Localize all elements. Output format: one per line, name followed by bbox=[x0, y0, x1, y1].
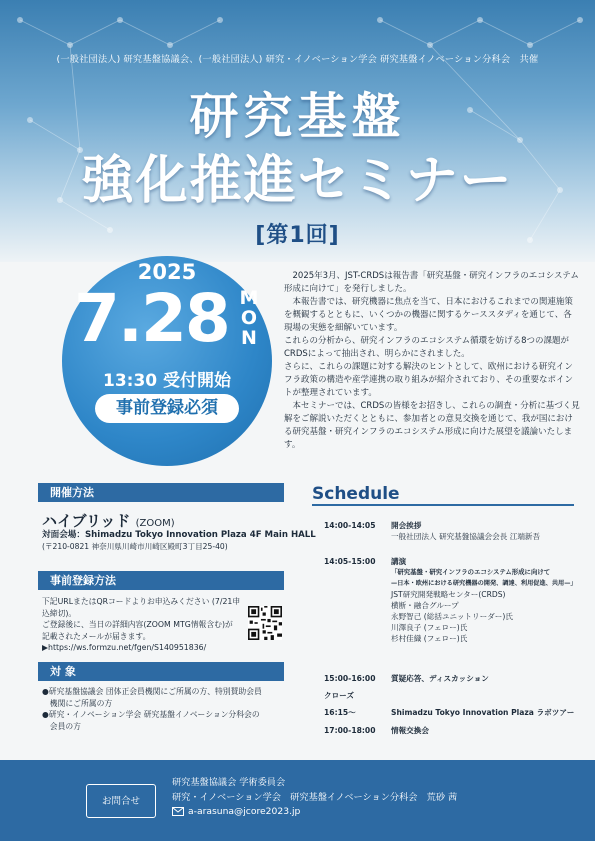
contact-email-row bbox=[172, 805, 457, 820]
schedule-time: 14:05-15:00 bbox=[324, 557, 376, 566]
intro-paragraph: 本セミナーでは、CRDSの皆様をお招きし、これらの調査・分析に基づく見解をご解説いただくとともに、参加者との意見交換を通じて、我が国における研究基盤・研究インフラのエコシステム形成に向けた展望を議論いたします。 bbox=[284, 401, 580, 450]
schedule-title: 講演 bbox=[391, 557, 407, 566]
title-line-1: 研究基盤 bbox=[189, 88, 406, 145]
weekday-letter: M bbox=[239, 287, 259, 309]
mail-icon bbox=[172, 807, 184, 816]
schedule-speaker: 横断・融合グループ bbox=[391, 601, 459, 610]
contact-org-1: 研究基盤協議会 学術委員会 bbox=[172, 777, 286, 788]
lecture-title: 「研究基盤・研究インフラのエコシステム形成に向けて bbox=[391, 568, 551, 576]
schedule-speaker: 杉村佳織 (フェロー)氏 bbox=[391, 634, 468, 643]
schedule-divider bbox=[312, 504, 574, 506]
title-line-2: 強化推進セミナー bbox=[81, 151, 514, 211]
registration-line: ご登録後に、当日の詳細内容(ZOOM MTG情報含む)が bbox=[42, 620, 233, 629]
registration-text bbox=[42, 596, 242, 654]
schedule-heading: Schedule bbox=[312, 484, 400, 504]
schedule-time: 17:00-18:00 bbox=[324, 726, 376, 735]
audience-heading: 対 象 bbox=[38, 662, 284, 681]
format-type-label: ハイブリッド bbox=[42, 512, 131, 530]
registration-line: 下記URLまたはQRコードよりお申込みください (7/21申込締切)。 bbox=[42, 597, 241, 618]
lecture-subtitle: —日本・欧州における研究機器の開発、調達、利用促進、共用—」 bbox=[391, 580, 577, 587]
reception-time: 13:30 受付開始 bbox=[102, 371, 232, 391]
intro-paragraph: 2025年3月、JST-CRDSは報告書「研究基盤・研究インフラのエコシステム形成に向けて」を発行しました。 bbox=[284, 271, 579, 294]
intro-paragraph: これらの分析から、研究インフラのエコシステム循環を妨げる8つの課題がCRDSによって抽出され、明らかにされました。 bbox=[284, 336, 570, 359]
intro-text bbox=[284, 270, 580, 452]
intro-paragraph: さらに、これらの課題に対する解決のヒントとして、欧州における研究インフラ政策の構造や産学連携の取り組みが紹介されており、その重要なポイントが整理されています。 bbox=[284, 362, 574, 398]
schedule-speaker: 永野智己 (総括ユニットリーダー)氏 bbox=[391, 612, 513, 621]
schedule-time: 15:00-16:00 bbox=[324, 674, 376, 683]
audience-line: ●研究・イノベーション学会 研究基盤イノベーション分科会の bbox=[42, 710, 260, 719]
organizers: (一般社団法人) 研究基盤協議会、(一般社団法人) 研究・イノベーション学会 研究基盤イノベーション分科会 共催 bbox=[56, 54, 539, 65]
audience-line: ●研究基盤協議会 団体正会員機関にご所属の方、特別賛助会員 bbox=[42, 687, 262, 696]
qr-code[interactable] bbox=[248, 606, 282, 640]
schedule-speaker: 一般社団法人 研究基盤協議会会長 江端新吾 bbox=[391, 532, 541, 541]
schedule-title: 情報交換会 bbox=[391, 726, 429, 735]
hero-banner bbox=[0, 0, 595, 262]
schedule-speaker: 川澤良子 (フェロー)氏 bbox=[391, 623, 468, 632]
intro-paragraph: 本報告書では、研究機器に焦点を当て、日本におけるこれまでの関連施策を概観するとともに、いくつかの機器に関するケーススタディを通じて、各現場の実態を細解いています。 bbox=[284, 297, 573, 333]
schedule-detail bbox=[391, 556, 581, 644]
registration-url-link[interactable]: ▶https://ws.formzu.net/fgen/S140951836/ bbox=[42, 643, 207, 652]
contact-info bbox=[172, 776, 457, 820]
registration-heading: 事前登録方法 bbox=[38, 571, 284, 590]
audience-line: 会員の方 bbox=[42, 721, 81, 731]
format-heading: 開催方法 bbox=[38, 483, 284, 502]
schedule-time: クローズ bbox=[324, 691, 354, 700]
event-year: 2025 bbox=[137, 260, 197, 284]
edition-label: [第1回] bbox=[255, 223, 340, 248]
format-type-note: (ZOOM) bbox=[135, 518, 175, 529]
schedule-time: 14:00-14:05 bbox=[324, 521, 376, 530]
weekday-letter: O bbox=[240, 307, 258, 329]
weekday-letter: N bbox=[241, 327, 257, 349]
contact-email-link[interactable]: a-arasuna@jcore2023.jp bbox=[188, 806, 301, 817]
date-badge bbox=[62, 256, 272, 466]
registration-required-badge: 事前登録必須 bbox=[95, 394, 239, 423]
audience-line: 機関にご所属の方 bbox=[42, 698, 113, 708]
venue: 対面会場：Shimadzu Tokyo Innovation Plaza 4F Main HALL bbox=[42, 530, 316, 540]
schedule-title: Shimadzu Tokyo Innovation Plaza ラボツアー bbox=[391, 708, 575, 717]
schedule-time: 16:15〜 bbox=[324, 708, 356, 717]
contact-label: お問合せ bbox=[86, 784, 156, 818]
schedule-title: 質疑応答、ディスカッション bbox=[391, 674, 489, 683]
event-date: 7.28 bbox=[74, 280, 229, 357]
schedule-speaker: JST研究開発戦略センター(CRDS) bbox=[391, 590, 506, 599]
schedule-title: 開会挨拶 bbox=[391, 521, 422, 530]
contact-org-2: 研究・イノベーション学会 研究基盤イノベーション分科会 荒砂 茜 bbox=[172, 791, 458, 803]
event-weekday bbox=[237, 288, 261, 348]
schedule-detail bbox=[391, 520, 581, 542]
audience-text bbox=[42, 686, 282, 732]
venue-address: (〒210-0821 神奈川県川崎市川崎区殿町3丁目25-40) bbox=[42, 542, 228, 551]
registration-line: 記載されたメールが届きます。 bbox=[42, 631, 151, 641]
